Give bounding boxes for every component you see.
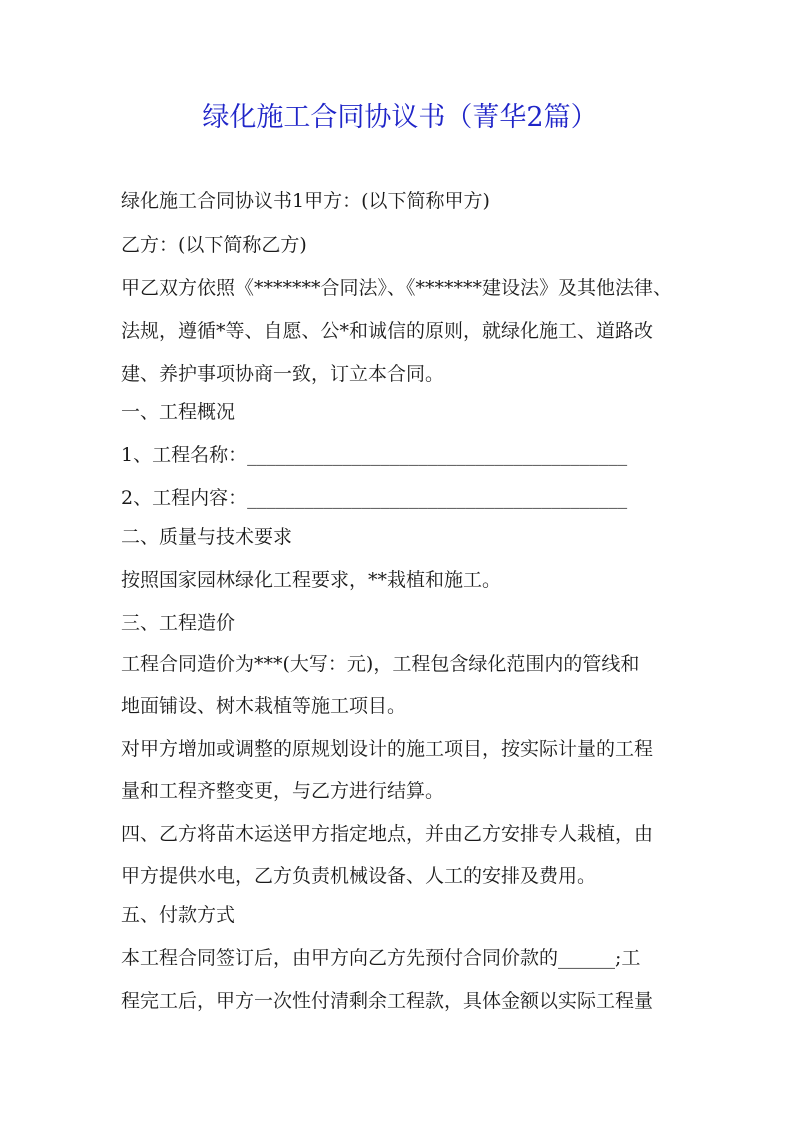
quality-text-line: 按照国家园林绿化工程要求，**栽植和施工。: [121, 569, 502, 591]
project-content-field: 2、工程内容：________________________________________: [121, 487, 628, 509]
section-heading-quality: 二、质量与技术要求: [121, 526, 293, 548]
section-four-line-1: 四、乙方将苗木运送甲方指定地点，并由乙方安排专人栽植，由: [121, 823, 654, 845]
preamble-line-2: 法规，遵循*等、自愿、公*和诚信的原则，就绿化施工、道路改: [121, 320, 654, 342]
adjustment-text-line-2: 量和工程齐整变更，与乙方进行结算。: [121, 780, 445, 802]
preamble-line-1: 甲乙双方依照《*******合同法》、《*******建设法》及其他法律、: [121, 277, 673, 299]
section-heading-overview: 一、工程概况: [121, 401, 236, 423]
section-heading-cost: 三、工程造价: [121, 612, 236, 634]
payment-text-line-1: 本工程合同签订后，由甲方向乙方先预付合同价款的______;工: [121, 947, 641, 969]
payment-text-line-2: 程完工后，甲方一次性付清剩余工程款，具体金额以实际工程量: [121, 990, 654, 1012]
cost-text-line-2: 地面铺设、树木栽植等施工项目。: [121, 695, 407, 717]
cost-text-line-1: 工程合同造价为***(大写：元)，工程包含绿化范围内的管线和: [121, 653, 640, 675]
document-title: 绿化施工合同协议书（菁华2篇）: [202, 102, 598, 133]
adjustment-text-line-1: 对甲方增加或调整的原规划设计的施工项目，按实际计量的工程: [121, 738, 654, 760]
party-b-line: 乙方：(以下简称乙方): [121, 234, 307, 256]
preamble-line-3: 建、养护事项协商一致，订立本合同。: [121, 363, 445, 385]
section-heading-payment: 五、付款方式: [121, 904, 236, 926]
project-name-field: 1、工程名称：________________________________________: [121, 444, 628, 466]
party-a-line: 绿化施工合同协议书1甲方：(以下简称甲方): [121, 190, 490, 212]
section-four-line-2: 甲方提供水电，乙方负责机械设备、人工的安排及费用。: [121, 865, 597, 887]
